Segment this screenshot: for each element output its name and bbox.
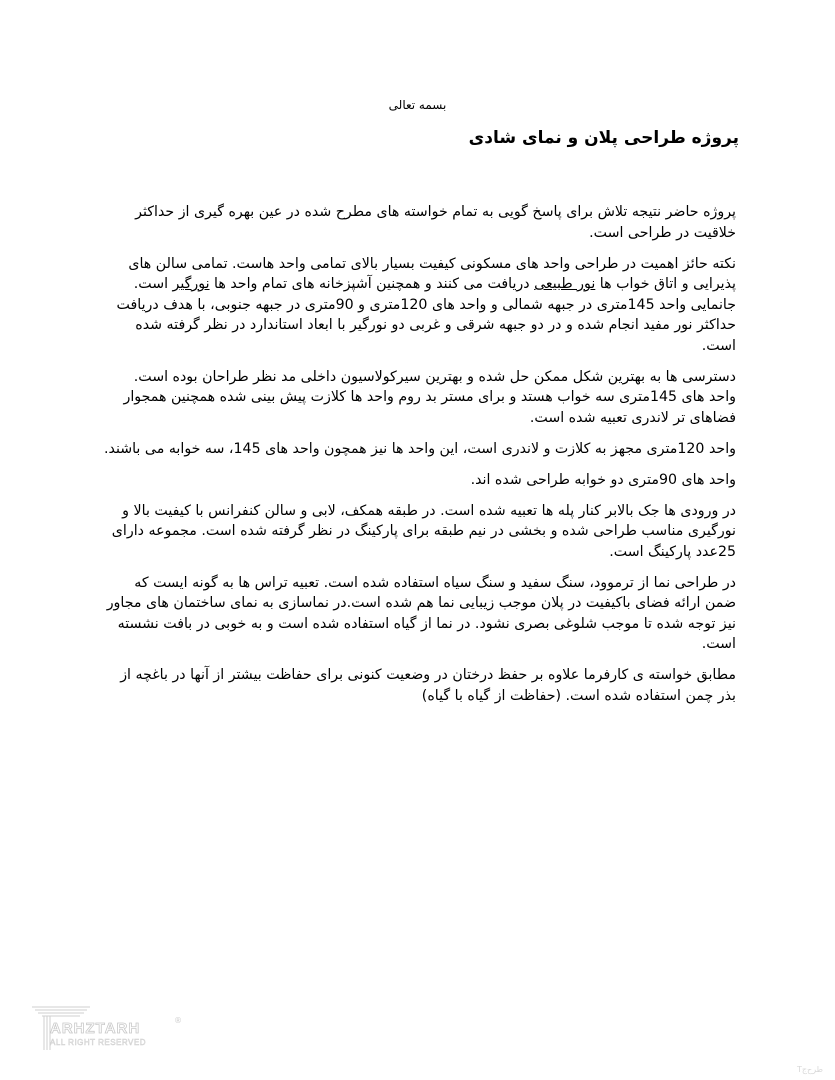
paragraph-quality-part2: دریافت می کنند و همچنین آشپزخانه های تمام واحد ها bbox=[209, 276, 535, 292]
document-body bbox=[104, 202, 736, 717]
paragraph-entrance: در ورودی ها جک بالابر کنار پله ها تعبیه شده است. در طبقه همکف، لابی و سالن کنفرانس با کیفیت بالا و نورگیری مناسب طراحی شده و بخشی در نیم طبقه برای پارکینگ در نظر گرفته شده است. مجموعه دارای 25عدد پارکینگ است. bbox=[111, 502, 736, 560]
paragraph-quality-part1: نکته حائز اهمیت در طراحی واحد های مسکونی کیفیت بسیار بالای تمامی واحد هاست. تمامی سالن های پذیرایی و اتاق خواب ها bbox=[128, 255, 736, 292]
registered-icon: ® bbox=[174, 1016, 182, 1025]
corner-watermark: طرح‌ج‌T bbox=[797, 1065, 823, 1074]
paragraph-unit-120: واحد 120متری مجهز به کلازت و لاندری است، این واحد ها نیز همچون واحد های 145، سه خوابه می باشند. bbox=[103, 440, 736, 457]
paragraph-unit-90: واحد های 90متری دو خوابه طراحی شده اند. bbox=[470, 471, 736, 488]
paragraph-circulation: دسترسی ها به بهترین شکل ممکن حل شده و بهترین سیرکولاسیون داخلی مد نظر طراحان بوده است. واحد های 145متری سه خواب هستد و برای مستر بد روم واحد ها کلازت پیش بینی شده همچنین همجوار فضاهای تر لاندری تعبیه شده است. bbox=[123, 368, 736, 426]
paragraph-quality bbox=[104, 254, 736, 357]
watermark-tagline: ALL RIGHT RESERVED bbox=[50, 1038, 146, 1047]
paragraph-intro: پروژه حاضر نتیجه تلاش برای پاسخ گویی به تمام خواسته های مطرح شده در عین بهره گیری از حداکثر خلاقیت در طراحی است. bbox=[135, 204, 736, 241]
watermark-logo bbox=[30, 1002, 180, 1052]
underlined-natural-light: نور طبیعی bbox=[534, 276, 596, 292]
document-title: پروژه طراحی پلان و نمای شادی bbox=[468, 128, 739, 148]
paragraph-quality-part3: است. جانمایی واحد 145متری در جبهه شمالی و واحد های 120متری و 90متری در جبهه جنوبی، با هدف دریافت حداکثر نور مفید انجام شده و در دو جبهه شرقی و غربی دو نورگیر با ابعاد استاندارد در نظر گرفته شده است. bbox=[116, 276, 736, 354]
paragraph-landscape: مطابق خواسته ی کارفرما علاوه بر حفظ درختان در وضعیت کنونی برای حفاظت بیشتر از آنها در باغچه از بذر چمن استفاده شده است. (حفاظت از گیاه با گیاه) bbox=[120, 667, 736, 704]
underlined-skylight: نورگیر bbox=[172, 276, 210, 292]
paragraph-facade: در طراحی نما از ترموود، سنگ سفید و سنگ سیاه استفاده شده است. تعبیه تراس ها به گونه ایست که ضمن ارائه فضای باکیفیت در پلان موجب زیبایی نما هم شده است.در نماسازی به نمای ساختمان های مجاور نیز توجه شده تا موجب شلوغی بصری نشود. در نما از گیاه استفاده شده است و به خوبی در بافت نشسته است. bbox=[106, 574, 736, 652]
watermark-brand: ARHZTARH bbox=[50, 1020, 141, 1037]
bismillah-heading: بسمه تعالی bbox=[388, 98, 447, 112]
